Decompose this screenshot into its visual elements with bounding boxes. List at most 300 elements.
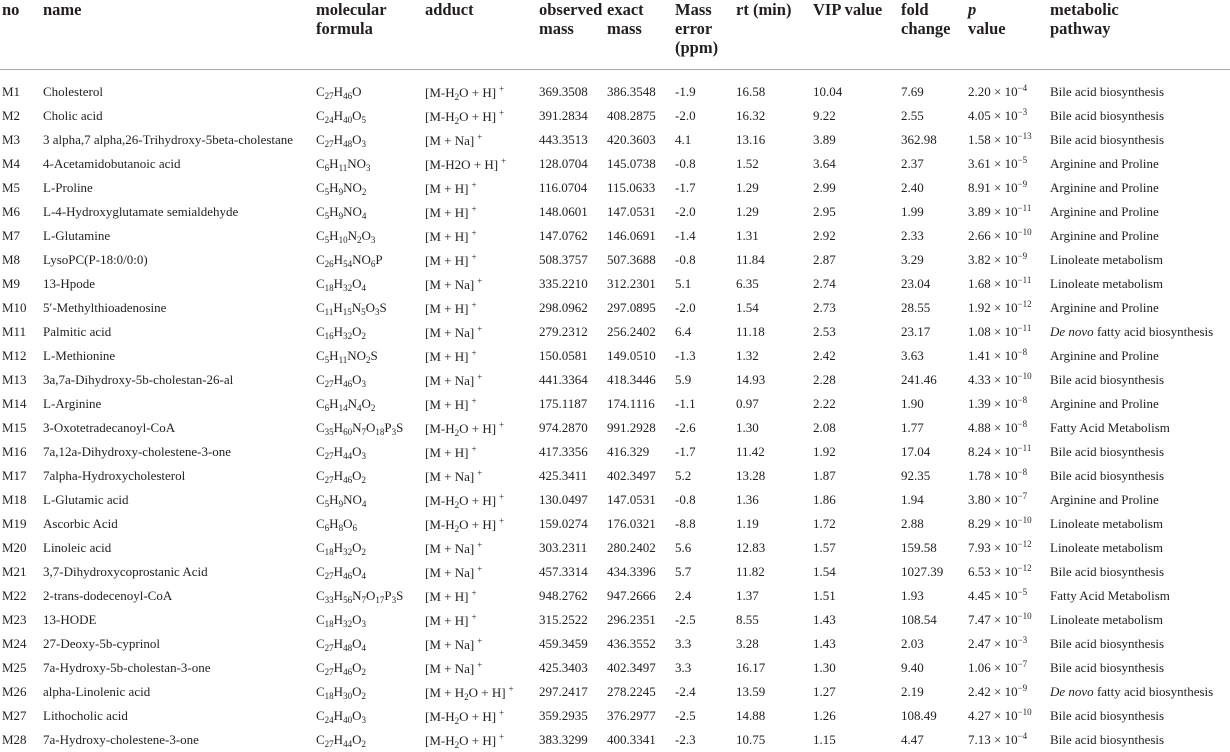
cell-fold-change-text: 108.49 (901, 708, 937, 723)
adduct-base: [M + H] (425, 588, 469, 604)
cell-exact-mass-text: 947.2666 (607, 588, 656, 603)
cell-adduct (423, 248, 537, 272)
cell-adduct (423, 392, 537, 416)
cell-fold-change-text: 108.54 (901, 612, 937, 627)
cell-vip (811, 512, 899, 536)
cell-observed-mass (537, 560, 605, 584)
formula-subscript: 5 (324, 355, 330, 365)
pathway-text: Linoleate metabolism (1050, 516, 1163, 531)
formula-element: C (316, 420, 325, 435)
cell-vip-text: 1.43 (813, 612, 836, 627)
cell-vip-text: 1.87 (813, 468, 836, 483)
adduct-rest: O + H] (459, 84, 497, 100)
cell-vip-text: 2.92 (813, 228, 836, 243)
cell-no (0, 488, 41, 512)
cell-vip-text: 1.92 (813, 444, 836, 459)
cell-exact-mass (605, 704, 673, 728)
cell-no (0, 536, 41, 560)
cell-p-value (966, 536, 1048, 560)
formula-element: NO (343, 492, 362, 507)
formula-subscript: 27 (324, 139, 334, 149)
cell-name (41, 656, 314, 680)
pathway-text: Arginine and Proline (1050, 396, 1159, 411)
formula-subscript: 32 (343, 331, 353, 341)
cell-pathway (1048, 584, 1230, 608)
p-mantissa: 2.42 × 10 (968, 684, 1018, 699)
cell-vip-text: 2.87 (813, 252, 836, 267)
formula-subscript: 3 (375, 307, 380, 317)
formula-subscript: 3 (361, 139, 366, 149)
cell-mass-error (673, 608, 734, 632)
p-exponent: −10 (1017, 371, 1032, 381)
cell-observed-mass (537, 176, 605, 200)
formula-subscript: 3 (361, 379, 366, 389)
cell-no-text: M18 (2, 492, 27, 507)
cell-name-text: 27-Deoxy-5b-cyprinol (43, 636, 160, 651)
cell-vip (811, 656, 899, 680)
cell-no (0, 152, 41, 176)
cell-rt (734, 200, 811, 224)
cell-observed-mass-text: 128.0704 (539, 156, 588, 171)
cell-rt-text: 3.28 (736, 636, 759, 651)
table-row (0, 512, 1230, 536)
formula-element: NO (343, 204, 362, 219)
cell-mass-error (673, 344, 734, 368)
adduct-base: [M + H (425, 684, 465, 700)
cell-p-value (966, 464, 1048, 488)
p-mantissa: 8.91 × 10 (968, 180, 1018, 195)
cell-fold-change-text: 2.03 (901, 636, 924, 651)
header-mass-error: Mass error (ppm) (673, 0, 734, 70)
table-header (0, 0, 1230, 70)
pathway-text: Bile acid biosynthesis (1050, 108, 1165, 123)
cell-fold-change-text: 2.88 (901, 516, 924, 531)
cell-mass-error-text: 5.7 (675, 564, 692, 579)
formula-subscript: 2 (361, 475, 366, 485)
cell-mass-error (673, 176, 734, 200)
cell-exact-mass (605, 416, 673, 440)
formula-element: S (396, 420, 404, 435)
cell-observed-mass-text: 279.2312 (539, 324, 588, 339)
cell-vip (811, 368, 899, 392)
cell-mass-error-text: -1.4 (675, 228, 696, 243)
cell-p-value (966, 728, 1048, 752)
cell-formula (314, 200, 423, 224)
cell-vip (811, 224, 899, 248)
cell-mass-error (673, 248, 734, 272)
cell-exact-mass (605, 440, 673, 464)
cell-pathway (1048, 392, 1230, 416)
adduct-base: [M + Na] (425, 636, 475, 652)
cell-no (0, 392, 41, 416)
adduct-subscript: 2 (464, 691, 469, 702)
formula-element: H (329, 228, 339, 243)
formula-subscript: 7 (361, 595, 366, 605)
cell-rt (734, 656, 811, 680)
cell-vip (811, 152, 899, 176)
formula-subscript: 6 (324, 523, 330, 533)
cell-mass-error (673, 152, 734, 176)
formula-subscript: 2 (356, 235, 362, 245)
table-row (0, 296, 1230, 320)
cell-vip-text: 2.99 (813, 180, 836, 195)
cell-name (41, 248, 314, 272)
cell-name-text: Palmitic acid (43, 324, 112, 339)
cell-observed-mass (537, 656, 605, 680)
cell-exact-mass-text: 297.0895 (607, 300, 656, 315)
cell-vip-text: 1.57 (813, 540, 836, 555)
table-row (0, 70, 1230, 105)
p-exponent: −5 (1017, 155, 1028, 165)
formula-element: H (333, 324, 344, 339)
cell-fold-change-text: 1.77 (901, 420, 924, 435)
formula-element: H (333, 444, 344, 459)
table-row (0, 344, 1230, 368)
cell-no (0, 608, 41, 632)
formula-element: C (316, 588, 325, 603)
cell-rt-text: 13.59 (736, 684, 766, 699)
cell-name (41, 128, 314, 152)
cell-exact-mass-text: 256.2402 (607, 324, 656, 339)
adduct-base: [M-H (425, 420, 455, 436)
adduct-base: [M + Na] (425, 372, 475, 388)
cell-p-value (966, 584, 1048, 608)
cell-fold-change (899, 656, 966, 680)
cell-observed-mass (537, 248, 605, 272)
adduct-base: [M + H] (425, 396, 469, 412)
cell-rt (734, 344, 811, 368)
cell-formula (314, 392, 423, 416)
formula-element: C (316, 204, 325, 219)
cell-vip-text: 2.53 (813, 324, 836, 339)
adduct-charge: + (477, 635, 483, 646)
cell-rt (734, 272, 811, 296)
formula-element: C (316, 300, 325, 315)
cell-no (0, 512, 41, 536)
p-exponent: −5 (1017, 587, 1028, 597)
cell-name (41, 200, 314, 224)
formula-element: C (316, 492, 325, 507)
cell-fold-change (899, 704, 966, 728)
cell-name-text: alpha-Linolenic acid (43, 684, 151, 699)
cell-name (41, 680, 314, 704)
formula-element: O (352, 324, 362, 339)
pathway-italic: De novo (1050, 684, 1094, 699)
cell-observed-mass (537, 680, 605, 704)
adduct-charge: + (499, 107, 505, 118)
cell-vip-text: 1.43 (813, 636, 836, 651)
cell-no-text: M1 (2, 84, 21, 99)
formula-element: H (333, 468, 344, 483)
cell-observed-mass-text: 425.3411 (539, 468, 588, 483)
adduct-base: [M + Na] (425, 132, 475, 148)
cell-observed-mass (537, 224, 605, 248)
table-row (0, 632, 1230, 656)
formula-element: C (316, 684, 325, 699)
adduct-charge: + (471, 395, 477, 406)
cell-fold-change (899, 344, 966, 368)
cell-name-text: Lithocholic acid (43, 708, 128, 723)
adduct-charge: + (499, 707, 505, 718)
cell-mass-error (673, 656, 734, 680)
cell-fold-change-text: 3.29 (901, 252, 924, 267)
cell-fold-change-text: 362.98 (901, 132, 937, 147)
formula-element: C (316, 252, 325, 267)
cell-mass-error (673, 464, 734, 488)
cell-mass-error-text: 3.3 (675, 660, 692, 675)
cell-fold-change-text: 92.35 (901, 468, 931, 483)
pathway-text: Fatty Acid Metabolism (1050, 588, 1170, 603)
p-mantissa: 1.68 × 10 (968, 276, 1018, 291)
cell-observed-mass (537, 320, 605, 344)
cell-pathway (1048, 512, 1230, 536)
formula-subscript: 4 (361, 571, 366, 581)
formula-element: C (316, 324, 325, 339)
formula-subscript: 3 (370, 235, 376, 245)
adduct-rest: O + H] (468, 684, 506, 700)
cell-mass-error-text: 6.4 (675, 324, 692, 339)
cell-rt-text: 0.97 (736, 396, 759, 411)
formula-element: C (316, 228, 325, 243)
cell-mass-error (673, 296, 734, 320)
table-row (0, 728, 1230, 752)
cell-fold-change-text: 3.63 (901, 348, 924, 363)
adduct-base: [M-H (425, 732, 455, 748)
cell-p-value (966, 200, 1048, 224)
formula-element: H (333, 420, 344, 435)
cell-fold-change-text: 4.47 (901, 732, 924, 747)
cell-no-text: M3 (2, 132, 21, 147)
cell-pathway (1048, 152, 1230, 176)
cell-pathway (1048, 560, 1230, 584)
cell-exact-mass-text: 278.2245 (607, 684, 656, 699)
formula-element: C (316, 396, 325, 411)
cell-name-text: 3,7-Dihydroxycoprostanic Acid (43, 564, 208, 579)
cell-no (0, 248, 41, 272)
cell-fold-change (899, 632, 966, 656)
adduct-charge: + (477, 659, 483, 670)
cell-rt-text: 1.54 (736, 300, 759, 315)
cell-observed-mass (537, 368, 605, 392)
cell-p-value (966, 560, 1048, 584)
cell-no-text: M28 (2, 732, 27, 747)
cell-formula (314, 584, 423, 608)
cell-name (41, 296, 314, 320)
adduct-charge: + (499, 515, 505, 526)
cell-no-text: M9 (2, 276, 21, 291)
cell-p-value (966, 104, 1048, 128)
formula-subscript: 3 (361, 715, 366, 725)
cell-exact-mass (605, 680, 673, 704)
cell-p-value (966, 128, 1048, 152)
cell-observed-mass-text: 297.2417 (539, 684, 588, 699)
cell-rt (734, 152, 811, 176)
cell-rt (734, 392, 811, 416)
cell-pathway (1048, 176, 1230, 200)
formula-subscript: 2 (370, 403, 376, 413)
cell-mass-error-text: 5.9 (675, 372, 692, 387)
cell-exact-mass (605, 368, 673, 392)
cell-vip (811, 728, 899, 752)
cell-mass-error (673, 224, 734, 248)
adduct-charge: + (471, 203, 477, 214)
cell-formula (314, 70, 423, 105)
formula-subscript: 27 (324, 571, 334, 581)
cell-observed-mass-text: 443.3513 (539, 132, 588, 147)
formula-element: O (352, 276, 362, 291)
cell-exact-mass (605, 224, 673, 248)
cell-mass-error (673, 584, 734, 608)
formula-element: C (316, 276, 325, 291)
adduct-charge: + (471, 299, 477, 310)
cell-no-text: M17 (2, 468, 27, 483)
p-exponent: −12 (1017, 299, 1032, 309)
header-name: name (41, 0, 314, 70)
cell-no-text: M7 (2, 228, 21, 243)
cell-formula (314, 368, 423, 392)
cell-observed-mass-text: 148.0601 (539, 204, 588, 219)
cell-name (41, 512, 314, 536)
formula-element: O (365, 588, 376, 603)
cell-fold-change (899, 440, 966, 464)
formula-subscript: 48 (343, 139, 353, 149)
cell-pathway (1048, 344, 1230, 368)
cell-adduct (423, 656, 537, 680)
cell-no (0, 128, 41, 152)
cell-name (41, 152, 314, 176)
cell-vip-text: 3.64 (813, 156, 836, 171)
cell-observed-mass (537, 344, 605, 368)
cell-no (0, 272, 41, 296)
cell-exact-mass-text: 991.2928 (607, 420, 656, 435)
cell-pathway (1048, 608, 1230, 632)
cell-formula (314, 488, 423, 512)
cell-mass-error-text: -1.1 (675, 396, 696, 411)
cell-rt (734, 704, 811, 728)
table-row (0, 152, 1230, 176)
cell-adduct (423, 416, 537, 440)
cell-formula (314, 344, 423, 368)
adduct-charge: + (471, 179, 477, 190)
cell-rt-text: 11.82 (736, 564, 765, 579)
cell-observed-mass-text: 147.0762 (539, 228, 588, 243)
formula-element: N (352, 420, 362, 435)
p-mantissa: 8.29 × 10 (968, 516, 1018, 531)
cell-exact-mass-text: 402.3497 (607, 660, 656, 675)
formula-element: O (361, 228, 371, 243)
formula-subscript: 48 (343, 643, 353, 653)
formula-subscript: 40 (343, 715, 353, 725)
adduct-charge: + (471, 611, 477, 622)
cell-name-text: 13-Hpode (43, 276, 95, 291)
adduct-base: [M-H (425, 708, 455, 724)
cell-vip (811, 128, 899, 152)
formula-subscript: 27 (324, 379, 334, 389)
formula-element: NO (343, 180, 362, 195)
cell-observed-mass-text: 948.2762 (539, 588, 588, 603)
cell-observed-mass-text: 303.2311 (539, 540, 588, 555)
cell-exact-mass-text: 146.0691 (607, 228, 656, 243)
adduct-rest: O + H] (459, 732, 497, 748)
cell-exact-mass (605, 728, 673, 752)
adduct-charge: + (499, 419, 505, 430)
pathway-text: Bile acid biosynthesis (1050, 660, 1165, 675)
pathway-text: Bile acid biosynthesis (1050, 468, 1165, 483)
cell-fold-change (899, 200, 966, 224)
cell-fold-change (899, 536, 966, 560)
cell-observed-mass (537, 488, 605, 512)
cell-formula (314, 224, 423, 248)
header-p-value: p value (966, 0, 1048, 70)
pathway-text: Bile acid biosynthesis (1050, 372, 1165, 387)
formula-element: C (316, 612, 325, 627)
cell-exact-mass-text: 149.0510 (607, 348, 656, 363)
formula-subscript: 24 (324, 715, 334, 725)
cell-name-text: L-4-Hydroxyglutamate semialdehyde (43, 204, 239, 219)
formula-element: H (333, 372, 344, 387)
p-exponent: −9 (1017, 683, 1028, 693)
formula-subscript: 5 (324, 187, 330, 197)
cell-p-value (966, 392, 1048, 416)
cell-exact-mass (605, 656, 673, 680)
cell-formula (314, 128, 423, 152)
adduct-base: [M + Na] (425, 564, 475, 580)
cell-vip (811, 70, 899, 105)
p-exponent: −11 (1017, 443, 1032, 453)
cell-exact-mass (605, 488, 673, 512)
cell-p-value (966, 176, 1048, 200)
cell-exact-mass (605, 104, 673, 128)
formula-element: H (333, 252, 344, 267)
cell-name (41, 224, 314, 248)
cell-adduct (423, 152, 537, 176)
adduct-subscript: 2 (454, 91, 460, 102)
cell-formula (314, 728, 423, 752)
cell-mass-error-text: -2.4 (675, 684, 696, 699)
cell-pathway (1048, 704, 1230, 728)
cell-no-text: M21 (2, 564, 27, 579)
formula-subscript: 11 (338, 355, 348, 365)
cell-mass-error (673, 128, 734, 152)
cell-adduct (423, 560, 537, 584)
table-row (0, 584, 1230, 608)
cell-pathway (1048, 272, 1230, 296)
cell-p-value (966, 152, 1048, 176)
cell-fold-change-text: 159.58 (901, 540, 937, 555)
formula-element: C (316, 156, 325, 171)
formula-element: O (352, 132, 362, 147)
cell-adduct (423, 704, 537, 728)
p-exponent: −12 (1017, 539, 1032, 549)
cell-observed-mass-text: 150.0581 (539, 348, 588, 363)
formula-element: S (396, 588, 404, 603)
cell-rt-text: 13.16 (736, 132, 766, 147)
cell-vip (811, 488, 899, 512)
table-row (0, 608, 1230, 632)
cell-adduct (423, 200, 537, 224)
formula-subscript: 4 (361, 211, 367, 221)
cell-rt (734, 488, 811, 512)
cell-pathway (1048, 200, 1230, 224)
cell-exact-mass-text: 115.0633 (607, 180, 656, 195)
cell-exact-mass-text: 418.3446 (607, 372, 656, 387)
cell-adduct (423, 536, 537, 560)
cell-fold-change (899, 176, 966, 200)
cell-vip (811, 200, 899, 224)
formula-subscript: 16 (324, 331, 334, 341)
pathway-text: Bile acid biosynthesis (1050, 708, 1165, 723)
cell-mass-error-text: -2.0 (675, 300, 696, 315)
